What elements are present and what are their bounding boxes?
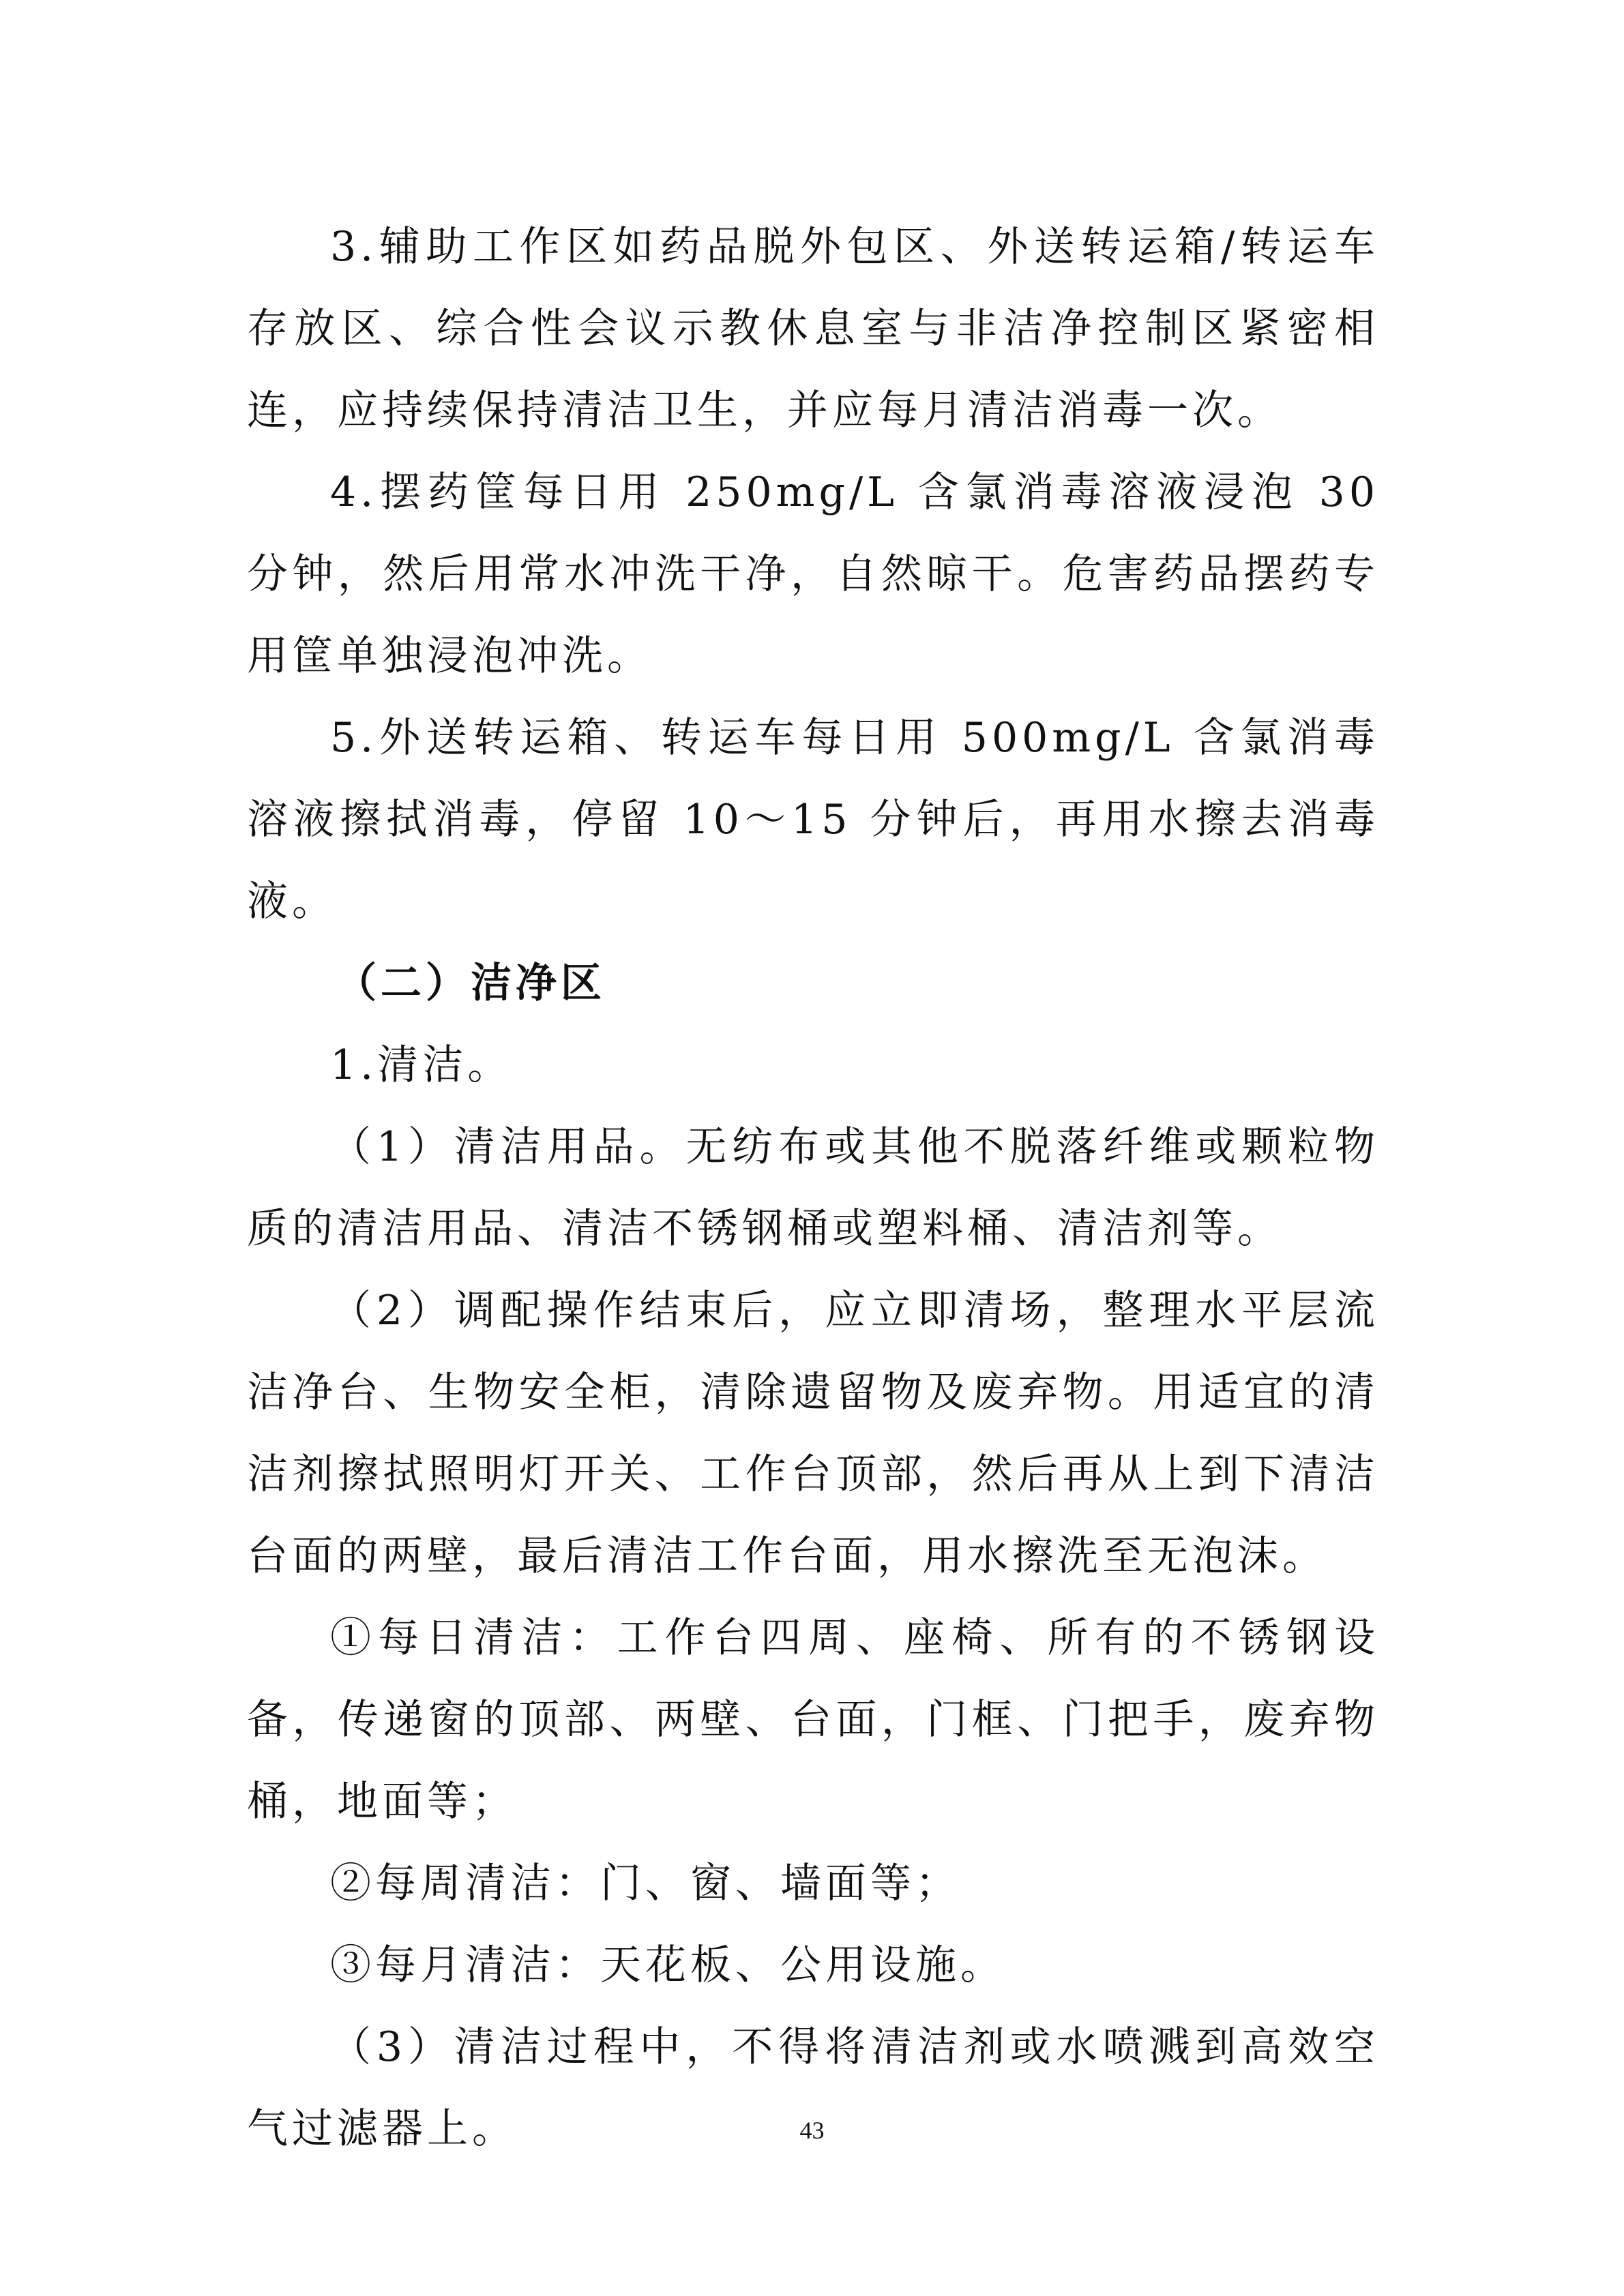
paragraph-dispensing-basket: 4.摆药筐每日用 250mg/L 含氯消毒溶液浸泡 30 分钟，然后用常水冲洗干净，自然晾干。危害药品摆药专用筐单独浸泡冲洗。 [247,468,1379,680]
paragraph-cleaning-title: 1.清洁。 [330,1041,513,1089]
document-body [247,206,1379,2170]
paragraph-daily-cleaning: ①每日清洁：工作台四周、座椅、所有的不锈钢设备，传递窗的顶部、两壁、台面，门框、门把手，废弃物桶，地面等； [247,1614,1379,1825]
paragraph-weekly-cleaning: ②每周清洁：门、窗、墙面等； [330,1860,960,1907]
paragraph-auxiliary-area: 3.辅助工作区如药品脱外包区、外送转运箱/转运车存放区、综合性会议示教休息室与非洁净控制区紧密相连，应持续保持清洁卫生，并应每月清洁消毒一次。 [247,223,1379,434]
paragraph-filter-caution: （3）清洁过程中，不得将清洁剂或水喷溅到高效空气过滤器上。 [247,2023,1379,2153]
page-number: 43 [799,2117,825,2144]
paragraph-after-operation: （2）调配操作结束后，应立即清场，整理水平层流洁净台、生物安全柜，清除遗留物及废弃物。用适宜的清洁剂擦拭照明灯开关、工作台顶部，然后再从上到下清洁台面的两壁，最后清洁工作台面，用水擦洗至无泡沫。 [247,1287,1379,1580]
paragraph-cleaning-supplies: （1）清洁用品。无纺布或其他不脱落纤维或颗粒物质的清洁用品、清洁不锈钢桶或塑料桶、清洁剂等。 [247,1123,1379,1253]
section-heading-clean-area: （二）洁净区 [336,959,606,1007]
paragraph-monthly-cleaning: ③每月清洁：天花板、公用设施。 [330,1941,1005,1989]
paragraph-transfer-box: 5.外送转运箱、转运车每日用 500mg/L 含氯消毒溶液擦拭消毒，停留 10～15 分钟后，再用水擦去消毒液。 [247,714,1379,925]
